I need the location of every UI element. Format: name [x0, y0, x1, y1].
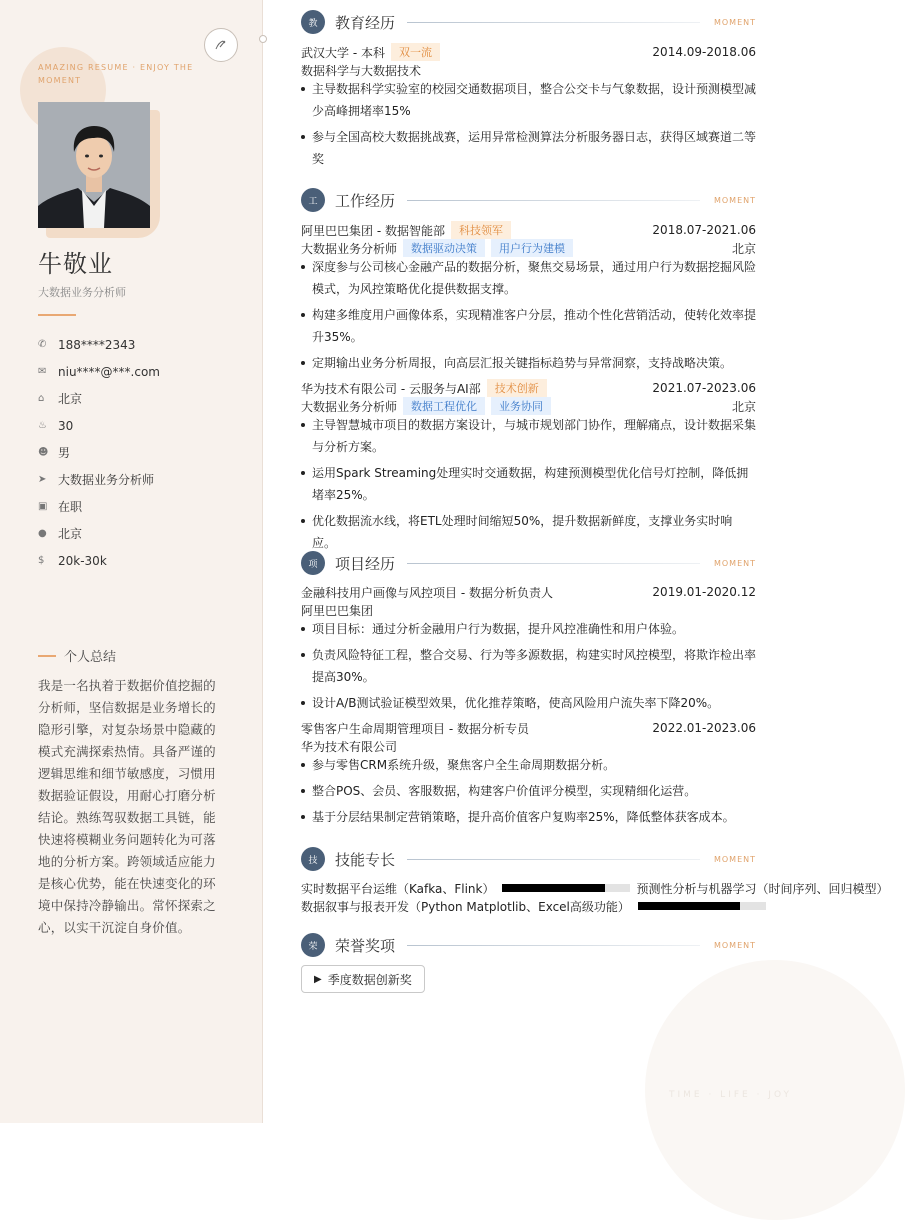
job-period: 2018.07-2021.06 — [652, 223, 756, 237]
play-icon: ▶ — [314, 973, 322, 985]
job-period: 2021.07-2023.06 — [652, 381, 756, 395]
major-row — [301, 61, 756, 79]
education-row — [301, 43, 756, 61]
summary-heading — [38, 646, 116, 665]
project-bullets — [301, 754, 756, 832]
section-rule — [407, 200, 700, 201]
section-rule — [407, 22, 700, 23]
project-row — [301, 719, 756, 737]
company-name: 阿里巴巴集团 - 数据智能部 — [301, 223, 445, 238]
info-text: 大数据业务分析师 — [58, 473, 155, 487]
section-title: 工作经历 — [335, 191, 396, 210]
job-bullets — [301, 256, 756, 378]
info-text: 20k-30k — [58, 553, 107, 568]
person-name: 牛敬业 — [38, 250, 113, 278]
list-item: 负责风险特征工程，整合交易、行为等多源数据，构建实时风控模型，将欺诈检出率提高30%。 — [301, 644, 756, 688]
job-role: 大数据业务分析师 — [301, 241, 398, 256]
job-role: 大数据业务分析师 — [301, 399, 398, 414]
info-age — [38, 412, 238, 439]
mail-icon: ✉ — [38, 366, 47, 377]
project-bullets — [301, 618, 756, 718]
info-text: 北京 — [58, 392, 83, 406]
skill-tag: 用户行为建模 — [491, 239, 573, 257]
job-row — [301, 221, 756, 239]
summary-title: 个人总结 — [64, 650, 117, 665]
info-text: 在职 — [58, 500, 83, 514]
info-phone — [38, 331, 238, 358]
person-title: 大数据业务分析师 — [38, 286, 126, 299]
skill-level-fill — [502, 884, 604, 892]
project-org-row — [301, 601, 756, 619]
skill-level-bar — [502, 884, 630, 892]
section-tag: MOMENT — [713, 558, 756, 568]
info-text: 188****2343 — [58, 337, 136, 352]
list-item: 参与全国高校大数据挑战赛，运用异常检测算法分析服务器日志，获得区域赛道二等奖 — [301, 126, 756, 170]
skill-level-bar — [638, 902, 766, 910]
project-period: 2019.01-2020.12 — [652, 585, 756, 599]
info-text: niu****@***.com — [58, 364, 160, 379]
info-email — [38, 358, 238, 385]
list-item: 主导数据科学实验室的校园交通数据项目，整合公交卡与气象数据，设计预测模型减少高峰拥堵率15% — [301, 78, 756, 122]
section-title: 技能专长 — [335, 850, 396, 869]
section-title: 项目经历 — [335, 554, 396, 573]
signature-button[interactable] — [204, 28, 238, 62]
list-item: 深度参与公司核心金融产品的数据分析，聚焦交易场景，通过用户行为数据挖掘风险模式，为风控策略优化提供数据支撑。 — [301, 256, 756, 300]
job-row — [301, 379, 756, 397]
summary-accent-line — [38, 655, 56, 657]
school-name: 武汉大学 - 本科 — [301, 45, 385, 60]
skill-row — [301, 879, 888, 897]
education-bullets — [301, 78, 756, 174]
section-projects-heading — [301, 551, 756, 575]
gender-icon: ☻ — [38, 447, 49, 458]
section-badge: 项 — [301, 551, 325, 575]
section-tag: MOMENT — [713, 940, 756, 950]
award-name: 季度数据创新奖 — [327, 972, 412, 987]
major-name: 数据科学与大数据技术 — [301, 63, 422, 78]
cake-icon: ♨ — [38, 420, 47, 431]
section-education-heading — [301, 10, 756, 34]
skill-name: 实时数据平台运维（Kafka、Flink） — [301, 881, 495, 896]
section-rule — [407, 945, 700, 946]
skill-name: 预测性分析与机器学习（时间序列、回归模型） — [636, 881, 889, 896]
section-badge: 荣 — [301, 933, 325, 957]
project-org: 华为技术有限公司 — [301, 739, 398, 754]
info-residence — [38, 385, 238, 412]
avatar — [38, 102, 150, 228]
skill-tag: 业务协同 — [491, 397, 551, 415]
skill-name: 数据叙事与报表开发（Python Matplotlib、Excel高级功能） — [301, 899, 630, 914]
project-name: 零售客户生命周期管理项目 - 数据分析专员 — [301, 721, 529, 736]
section-tag: MOMENT — [713, 17, 756, 27]
section-rule — [407, 563, 700, 564]
company-tag: 技术创新 — [487, 379, 547, 397]
contact-info-list — [38, 331, 238, 574]
list-item: 优化数据流水线，将ETL处理时间缩短50%，提升数据新鲜度，支撑业务实时响应。 — [301, 510, 756, 554]
salary-icon: $ — [38, 555, 45, 566]
main-content — [263, 0, 889, 1123]
skill-row — [301, 897, 772, 915]
section-rule — [407, 859, 700, 860]
info-target-job — [38, 466, 238, 493]
project-period: 2022.01-2023.06 — [652, 721, 756, 735]
watermark-text: TIME · LIFE · JOY — [669, 1090, 793, 1100]
role-row — [301, 239, 756, 257]
info-status — [38, 493, 238, 520]
send-icon: ➤ — [38, 474, 47, 485]
award-item[interactable] — [301, 965, 425, 993]
job-bullets — [301, 414, 756, 558]
info-salary — [38, 547, 238, 574]
briefcase-icon: ▣ — [38, 501, 48, 512]
list-item: 参与零售CRM系统升级，聚焦客户全生命周期数据分析。 — [301, 754, 756, 776]
accent-divider — [38, 314, 76, 316]
section-work-heading — [301, 188, 756, 212]
list-item: 构建多维度用户画像体系，实现精准客户分层，推动个性化营销活动，使转化效率提升35%。 — [301, 304, 756, 348]
skill-level-fill — [638, 902, 740, 910]
tagline: AMAZING RESUME · ENJOY THE MOMENT — [38, 63, 194, 85]
project-name: 金融科技用户画像与风控项目 - 数据分析负责人 — [301, 585, 553, 600]
project-org: 阿里巴巴集团 — [301, 603, 374, 618]
project-row — [301, 583, 756, 601]
home-icon: ⌂ — [38, 393, 45, 404]
section-tag: MOMENT — [713, 195, 756, 205]
phone-icon: ✆ — [38, 339, 47, 350]
project-org-row — [301, 737, 756, 755]
company-tag: 科技领军 — [451, 221, 511, 239]
section-title: 荣誉奖项 — [335, 936, 396, 955]
info-text: 北京 — [58, 527, 83, 541]
role-row — [301, 397, 756, 415]
job-city: 北京 — [731, 241, 756, 256]
section-skills-heading — [301, 847, 756, 871]
portrait-illustration — [38, 102, 150, 228]
info-gender — [38, 439, 238, 466]
company-name: 华为技术有限公司 - 云服务与AI部 — [301, 381, 481, 396]
location-pin-icon: ● — [38, 528, 47, 539]
list-item: 设计A/B测试验证模型效果，优化推荐策略，使高风险用户流失率下降20%。 — [301, 692, 756, 714]
skill-tag: 数据驱动决策 — [403, 239, 485, 257]
avatar-photo — [38, 102, 150, 228]
education-period: 2014.09-2018.06 — [652, 45, 756, 59]
list-item: 主导智慧城市项目的数据方案设计，与城市规划部门协作，理解痛点，设计数据采集与分析方案。 — [301, 414, 756, 458]
info-text: 男 — [58, 446, 71, 460]
section-title: 教育经历 — [335, 13, 396, 32]
info-text: 30 — [58, 418, 74, 433]
section-badge: 技 — [301, 847, 325, 871]
list-item: 基于分层结果制定营销策略，提升高价值客户复购率25%，降低整体获客成本。 — [301, 806, 756, 828]
school-tag: 双一流 — [391, 43, 440, 61]
summary-text: 我是一名执着于数据价值挖掘的分析师，坚信数据是业务增长的隐形引擎，对复杂场景中隐藏的模式充满探索热情。具备严谨的逻辑思维和细节敏感度，习惯用数据验证假设，用耐心打磨分析结论。熟练驾驭数据工具链，能快速将模糊业务问题转化为可落地的分析方案。跨领域适应能力是核心优势，能在快速变化的环境中保持冷静输出。常怀探索之心，以实干沉淀自身价值。 — [38, 678, 216, 935]
section-badge: 工 — [301, 188, 325, 212]
list-item: 整合POS、会员、客服数据，构建客户价值评分模型，实现精细化运营。 — [301, 780, 756, 802]
job-city: 北京 — [731, 399, 756, 414]
signature-icon — [214, 38, 228, 52]
section-tag: MOMENT — [713, 854, 756, 864]
list-item: 定期输出业务分析周报，向高层汇报关键指标趋势与异常洞察，支持战略决策。 — [301, 352, 756, 374]
list-item: 运用Spark Streaming处理实时交通数据，构建预测模型优化信号灯控制，降低拥堵率25%。 — [301, 462, 756, 506]
list-item: 项目目标：通过分析金融用户行为数据，提升风控准确性和用户体验。 — [301, 618, 756, 640]
skill-tag: 数据工程优化 — [403, 397, 485, 415]
section-badge: 教 — [301, 10, 325, 34]
sidebar — [0, 0, 263, 1123]
info-target-city — [38, 520, 238, 547]
section-awards-heading — [301, 933, 756, 957]
